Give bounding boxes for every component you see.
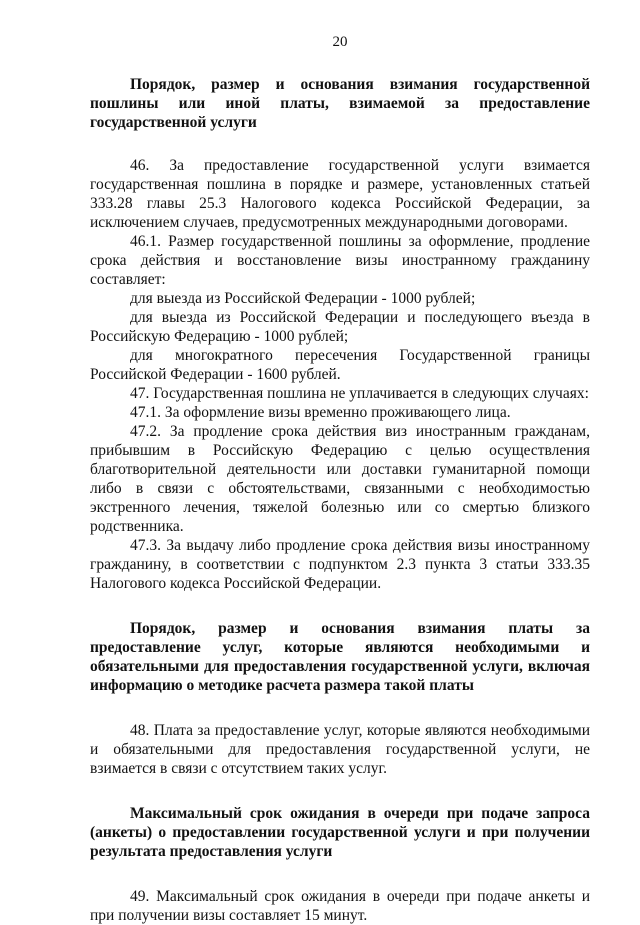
paragraph-49: 49. Максимальный срок ожидания в очереди при подаче анкеты и при получении визы составляет 15 минут.	[90, 888, 590, 924]
paragraph-47-2: 47.2. За продление срока действия виз иностранным гражданам, прибывшим в Российскую Федерацию с целью осуществления благотворительной деятельности или доставки гуманитарной помощи либо в связи с обстоятельствами, связанными с необходимостью экстренного лечения, тяжелой болезнью или со смертью близкого родственника.	[90, 423, 590, 535]
fee-exit: для выезда из Российской Федерации - 1000 рублей;	[130, 290, 476, 307]
paragraph-47: 47. Государственная пошлина не уплачивается в следующих случаях:	[130, 385, 589, 402]
paragraph-48: 48. Плата за предоставление услуг, которые являются необходимыми и обязательными для предоставления государственной услуги, не взимается в связи с отсутствием таких услуг.	[90, 722, 590, 777]
page-number: 20	[332, 34, 348, 50]
fee-multiple: для многократного пересечения Государственной границы Российской Федерации - 1600 рублей.	[90, 347, 590, 383]
paragraph-46-1: 46.1. Размер государственной пошлины за оформление, продление срока действия и восстановление визы иностранному гражданину составляет:	[90, 233, 590, 288]
section-heading: Порядок, размер и основания взимания платы за предоставление услуг, которые являются необходимыми и обязательными для предоставления государственной услуги, включая информацию о методике расчета размера такой платы	[90, 620, 590, 694]
paragraph-46: 46. За предоставление государственной услуги взимается государственная пошлина в порядке и размере, установленных статьей 333.28 главы 25.3 Налогового кодекса Российской Федерации, за исключением случаев, предусмотренных международными договорами.	[90, 157, 590, 231]
section-queue-time	[90, 804, 590, 925]
section-state-fee	[90, 75, 590, 593]
section-heading: Максимальный срок ожидания в очереди при подаче запроса (анкеты) о предоставлении государственной услуги и при получении результата предоставления услуги	[90, 805, 590, 860]
paragraph-47-1: 47.1. За оформление визы временно проживающего лица.	[130, 404, 511, 421]
section-service-fee	[90, 619, 590, 778]
paragraph-47-3: 47.3. За выдачу либо продление срока действия визы иностранному гражданину, в соответствии с подпунктом 2.3 пункта 3 статьи 333.35 Налогового кодекса Российской Федерации.	[90, 537, 590, 592]
section-heading: Порядок, размер и основания взимания государственной пошлины или иной платы, взимаемой за предоставление государственной услуги	[90, 76, 590, 131]
fee-exit-reentry: для выезда из Российской Федерации и последующего въезда в Российскую Федерацию - 1000 рублей;	[90, 309, 590, 345]
